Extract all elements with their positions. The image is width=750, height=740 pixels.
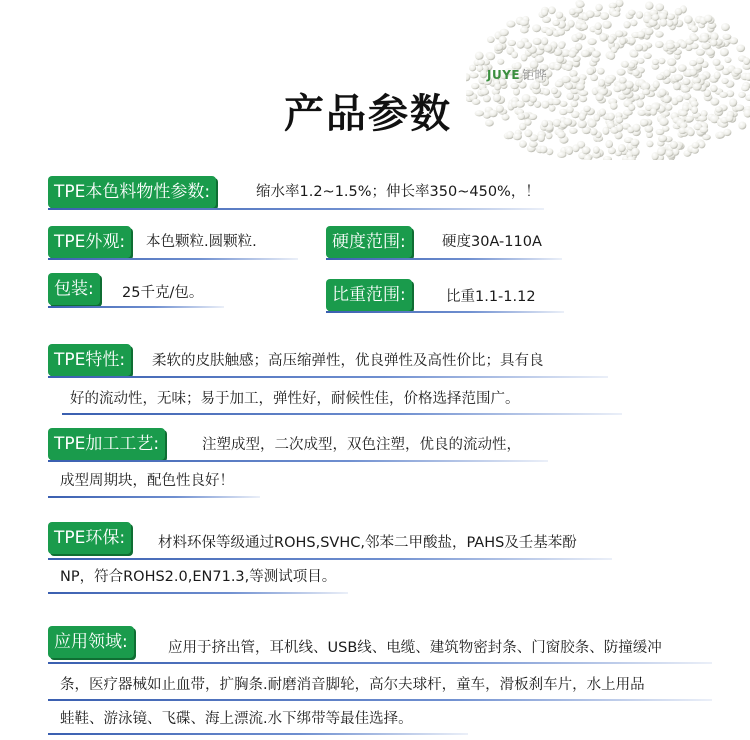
pellet [675, 8, 683, 16]
pellet [713, 59, 721, 66]
pellet [506, 21, 515, 28]
pellet [687, 128, 694, 136]
pellet [741, 85, 749, 91]
pellet [566, 106, 573, 113]
pellet [595, 4, 602, 11]
pellet [719, 92, 728, 98]
pellet [637, 31, 645, 38]
pellet [561, 76, 570, 84]
pellet [696, 57, 704, 64]
value-applications-line3: 蛙鞋、游泳镜、飞碟、海上漂流.水下绑带等最佳选择。 [60, 711, 413, 727]
pellet [605, 77, 614, 84]
pellet [652, 59, 659, 65]
pellet [644, 53, 652, 59]
pellet [730, 37, 738, 44]
pellet [593, 146, 600, 154]
pellet [667, 58, 676, 66]
pellet [610, 102, 618, 109]
pellet [692, 77, 701, 84]
pellet [557, 152, 566, 158]
pellet [696, 49, 705, 56]
pellet [666, 43, 675, 50]
pellet [556, 56, 564, 64]
pellet [510, 83, 519, 89]
pellet [721, 78, 728, 84]
pellet [551, 87, 558, 94]
pellet [566, 93, 574, 100]
pellet [616, 117, 624, 124]
pellet [497, 59, 504, 65]
pellet [570, 101, 578, 108]
label-hardness: 硬度范围: [326, 226, 412, 258]
pellet [522, 94, 531, 102]
pellet [472, 99, 481, 105]
pellet [579, 90, 589, 96]
pellet [691, 106, 698, 114]
pellet [528, 114, 537, 120]
value-features-line2: 好的流动性，无味；易于加工，弹性好，耐候性佳，价格选择范围广。 [70, 391, 520, 407]
pellet [519, 140, 527, 148]
pellet [599, 34, 607, 42]
pellet [665, 150, 673, 157]
pellet [469, 65, 476, 72]
pellet [524, 129, 532, 137]
value-hardness: 硬度30A-110A [442, 234, 542, 250]
pellet [623, 21, 630, 28]
pellet [560, 101, 568, 107]
pellet [720, 48, 729, 56]
pellet [710, 98, 719, 106]
pellet [723, 129, 731, 136]
underline [48, 558, 612, 560]
pellet [689, 60, 697, 66]
label-processing: TPE加工工艺: [48, 428, 165, 460]
pellet [690, 35, 698, 41]
label-applications: 应用领域: [48, 626, 134, 658]
pellet [569, 128, 578, 134]
pellet [578, 120, 587, 128]
pellet [588, 119, 597, 127]
pellet [667, 20, 674, 27]
pellet [493, 94, 501, 102]
pellet [629, 37, 636, 44]
pellet [592, 50, 601, 57]
pellet [538, 134, 545, 142]
pellet [637, 100, 644, 108]
pellet [599, 108, 606, 115]
pellet [645, 28, 654, 35]
pellet [544, 44, 553, 52]
underline [326, 311, 564, 313]
pellet [583, 106, 590, 113]
pellet [640, 119, 649, 126]
value-properties: 缩水率1.2~1.5%；伸长率350~450%，！ [256, 184, 540, 200]
pellet [513, 133, 522, 140]
value-environment-line2: NP，符合ROHS2.0,EN71.3,等测试项目。 [60, 569, 337, 585]
underline [48, 258, 298, 260]
pellet [679, 110, 688, 116]
pellet [642, 89, 650, 95]
pellet [616, 124, 623, 132]
pellet [608, 113, 615, 121]
pellet [499, 29, 508, 37]
pellet [678, 64, 687, 71]
pellet [689, 69, 697, 76]
pellet [659, 118, 669, 126]
pellet [670, 141, 678, 149]
pellet [506, 131, 514, 139]
underline [48, 496, 260, 498]
pellet [564, 118, 573, 126]
pellet [602, 21, 611, 29]
pellet [516, 101, 525, 108]
pellet [667, 13, 675, 20]
underline [48, 376, 608, 378]
pellet [541, 101, 549, 109]
pellet [558, 42, 565, 49]
label-packing: 包装: [48, 273, 100, 305]
pellet [608, 36, 615, 44]
pellet [692, 83, 702, 91]
pellet [646, 132, 653, 138]
pellet [541, 37, 548, 45]
pellet [574, 8, 583, 14]
pellet [529, 141, 538, 148]
pellet [494, 83, 501, 90]
pellet [738, 92, 746, 98]
pellet [674, 74, 683, 81]
pellet [691, 25, 698, 32]
value-processing-line1: 注塑成型，二次成型，双色注塑，优良的流动性， [202, 437, 521, 453]
pellet [543, 89, 550, 96]
pellet [698, 116, 707, 122]
pellet [701, 35, 709, 43]
pellet [685, 116, 694, 123]
pellet [549, 105, 556, 112]
value-environment-line1: 材料环保等级通过ROHS,SVHC,邻苯二甲酸盐，PAHS及壬基苯酚 [158, 535, 577, 551]
pellet [738, 122, 746, 130]
underline [48, 699, 712, 701]
underline [48, 592, 348, 594]
pellet [658, 135, 667, 142]
pellet [471, 83, 479, 89]
pellet [663, 95, 671, 103]
pellet [557, 131, 565, 138]
pellet [669, 66, 676, 73]
page-title: 产品参数 [284, 91, 452, 137]
pellet [632, 69, 640, 76]
label-appearance: TPE外观: [48, 226, 131, 258]
pellet [554, 64, 561, 70]
pellet [483, 95, 491, 102]
pellet [598, 79, 605, 87]
pellet [521, 54, 528, 61]
pellet [628, 62, 636, 68]
pellet [541, 120, 548, 127]
pellet [665, 104, 672, 111]
pellet [502, 114, 510, 121]
value-applications-line1: 应用于挤出管，耳机线、USB线、电缆、建筑物密封条、门窗胶条、防撞缓冲 [168, 640, 662, 656]
pellet [542, 17, 551, 23]
pellet [608, 52, 616, 60]
pellet [645, 2, 653, 10]
pellet [477, 59, 485, 65]
pellet [658, 58, 665, 64]
pellet [565, 82, 573, 90]
underline [48, 460, 548, 462]
pellet [595, 22, 602, 30]
pellet [609, 3, 618, 9]
pellet [596, 94, 604, 102]
underline [326, 258, 562, 260]
underline [48, 208, 544, 210]
pellet [513, 88, 520, 95]
pellet [517, 41, 525, 49]
pellet [650, 108, 657, 115]
pellet [617, 69, 626, 76]
pellet [469, 72, 479, 78]
pellet [702, 43, 711, 50]
pellet [692, 142, 700, 148]
value-packing: 25千克/包。 [122, 285, 204, 301]
pellet [552, 20, 560, 26]
pellet [568, 51, 576, 58]
pellet [581, 24, 588, 30]
pellet [619, 37, 626, 45]
pellet [579, 113, 586, 121]
pellet [540, 146, 548, 154]
pellet [676, 95, 683, 102]
pellet [486, 53, 495, 61]
pellet [485, 120, 494, 127]
pellet [533, 38, 542, 45]
pellet [653, 80, 660, 88]
brand-logo [487, 66, 547, 83]
pellet [586, 68, 594, 75]
pellet [581, 50, 590, 57]
pellet [511, 51, 518, 58]
pellet [557, 29, 566, 36]
pellet [582, 146, 591, 154]
pellet [681, 87, 690, 93]
pellet [652, 14, 660, 21]
pellet [646, 141, 653, 148]
label-properties: TPE本色料物性参数: [48, 176, 216, 208]
pellet [715, 106, 723, 112]
pellet [622, 61, 629, 68]
pellet [569, 70, 577, 77]
label-features: TPE特性: [48, 344, 131, 376]
label-environment: TPE环保: [48, 522, 131, 554]
pellet [541, 9, 548, 17]
pellet [517, 113, 525, 120]
pellet [524, 119, 531, 126]
pellet [631, 51, 639, 58]
pellet [499, 36, 507, 44]
pellet [630, 20, 637, 27]
underline [48, 306, 224, 308]
pellet [532, 24, 541, 32]
pellet [605, 140, 613, 148]
pellet [618, 144, 626, 152]
underline [48, 733, 468, 735]
value-processing-line2: 成型周期块，配色性良好！ [60, 473, 234, 489]
pellet [710, 85, 717, 92]
pellet [636, 11, 643, 19]
pellet [555, 81, 564, 88]
pellet [572, 144, 579, 152]
pellet [657, 148, 666, 156]
pellet [487, 36, 495, 43]
pellet [556, 12, 564, 19]
pellet [631, 148, 639, 156]
pellet [489, 110, 498, 118]
pellet [571, 76, 580, 83]
pellet [633, 94, 640, 100]
pellet [496, 44, 503, 51]
pellet [631, 139, 640, 147]
pellet [682, 78, 690, 85]
pellet [530, 96, 537, 103]
pellet [579, 96, 587, 103]
pellet [633, 124, 641, 132]
pellet [637, 58, 644, 64]
pellet [706, 49, 716, 56]
pellet [590, 128, 597, 135]
value-features-line1: 柔软的皮肤触感；高压缩弹性，优良弹性及高性价比；具有良 [152, 353, 544, 369]
pellet [714, 71, 721, 79]
pellet [704, 15, 713, 23]
pellet [729, 98, 737, 106]
pellet [576, 32, 583, 39]
pellet [586, 10, 595, 18]
pellet [546, 29, 554, 36]
pellet [608, 147, 616, 154]
pellet [480, 89, 489, 96]
brand-logo-cn: 钜晔 [522, 68, 548, 82]
value-density: 比重1.1-1.12 [446, 289, 536, 305]
value-appearance: 本色颗粒.圆颗粒. [146, 234, 257, 250]
pellet [684, 15, 693, 23]
pellet [655, 41, 664, 48]
pellet [600, 12, 609, 20]
pellet [508, 40, 516, 46]
pellet [655, 31, 664, 38]
pellet [656, 74, 664, 80]
pellet [655, 3, 664, 11]
pellet [722, 34, 731, 40]
pellet [546, 132, 553, 139]
pellet [590, 74, 598, 81]
pellet [588, 38, 597, 45]
pellet [520, 27, 529, 34]
pellet [673, 82, 681, 90]
brand-logo-text: JUYE [487, 68, 521, 82]
pellet [635, 44, 644, 51]
pellet [725, 57, 732, 63]
value-applications-line2: 条，医疗器械如止血带，扩胸条.耐磨消音脚轮，高尔夫球杆，童车，滑板刹车片，水上用品 [60, 677, 645, 693]
pellet [721, 23, 730, 31]
pellet [475, 110, 484, 116]
pellet [619, 83, 627, 91]
pellet [628, 104, 635, 111]
pellet [566, 147, 573, 155]
pellet [733, 68, 742, 75]
pellet [575, 43, 582, 51]
pellet [628, 10, 636, 16]
underline [48, 662, 712, 664]
pellet [576, 1, 585, 8]
pellet [519, 20, 528, 26]
pellet [736, 45, 745, 53]
pellet [475, 52, 484, 60]
pellet [699, 127, 708, 134]
pellet [597, 68, 604, 75]
pellet [565, 64, 573, 71]
pellet [552, 98, 561, 105]
pellet [659, 19, 667, 27]
pellet [576, 83, 585, 91]
pellet [548, 6, 556, 14]
pellet [644, 125, 653, 132]
pellet [656, 129, 665, 135]
pellet [702, 134, 711, 140]
pellet [710, 39, 717, 46]
label-density: 比重范围: [326, 279, 412, 311]
pellet [743, 57, 750, 65]
pellet [611, 11, 620, 17]
pellet [726, 115, 734, 122]
underline [62, 413, 622, 415]
